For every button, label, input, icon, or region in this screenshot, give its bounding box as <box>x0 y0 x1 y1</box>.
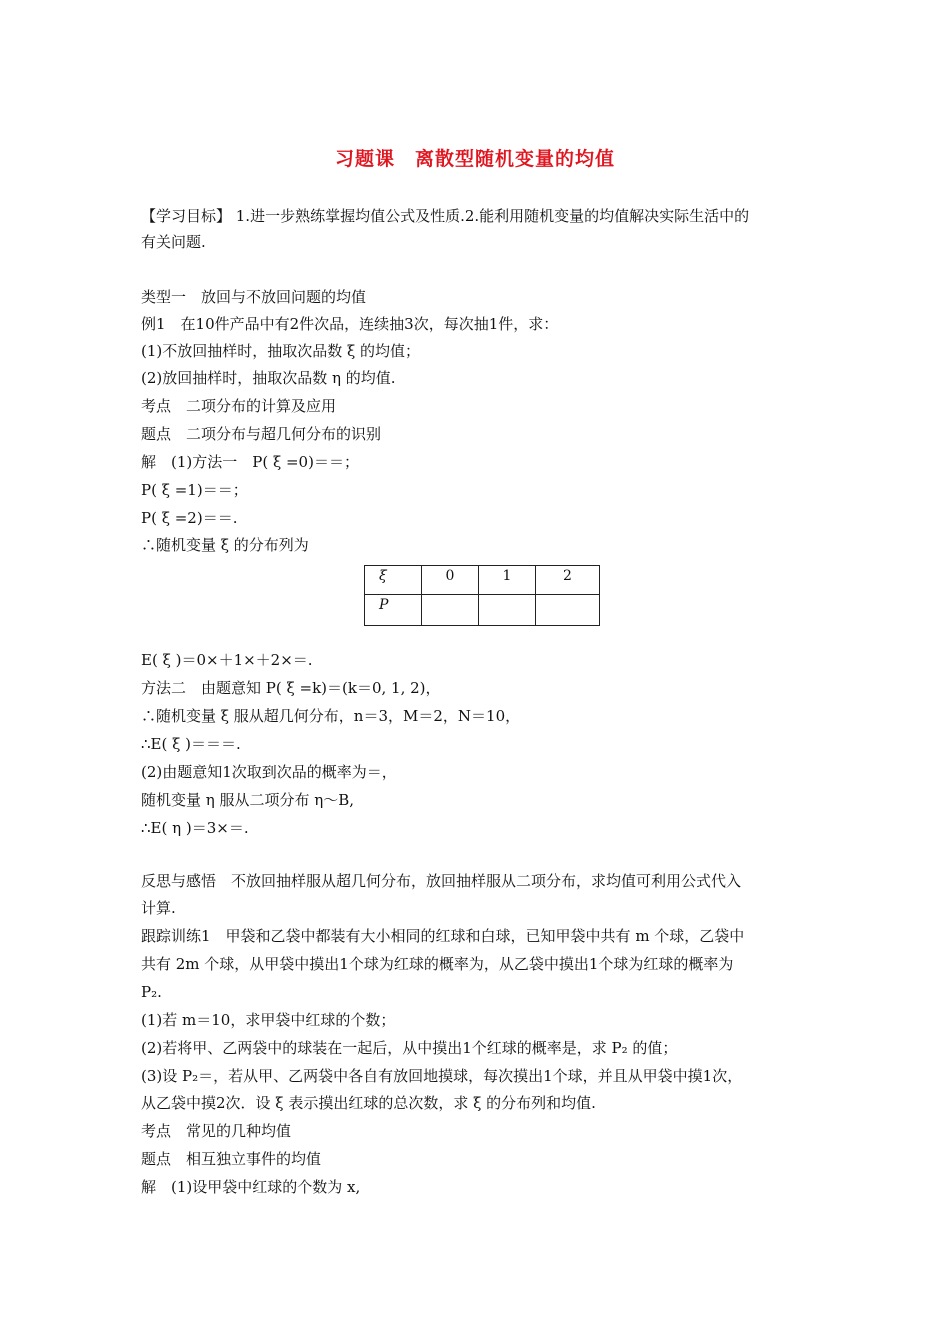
table-cell: 0 <box>422 566 479 595</box>
learning-goals-line-1: 【学习目标】 1.进一步熟练掌握均值公式及性质.2.能利用随机变量的均值解决实际生活中的 <box>141 207 750 225</box>
practice-1-part-2: (2)若将甲、乙两袋中的球装在一起后，从中摸出1个红球的概率是，求 P₂ 的值； <box>141 1039 678 1057</box>
practice-1-line-1: 跟踪训练1 甲袋和乙袋中都装有大小相同的红球和白球，已知甲袋中共有 m 个球，乙袋中 <box>141 927 745 945</box>
solution-line-8: ∴E( ξ )＝＝＝. <box>141 735 241 753</box>
question-point-2: 题点 相互独立事件的均值 <box>141 1150 322 1168</box>
solution-line-1: 解 (1)方法一 P( ξ =0)＝＝； <box>141 453 359 471</box>
table-cell: 1 <box>479 566 536 595</box>
page-title: 习题课 离散型随机变量的均值 <box>334 148 615 170</box>
distribution-table <box>364 565 600 626</box>
knowledge-point-2: 考点 常见的几种均值 <box>141 1122 292 1140</box>
table-row <box>365 595 600 626</box>
solution-line-4: ∴随机变量 ξ 的分布列为 <box>141 536 309 554</box>
solution-line-7: ∴随机变量 ξ 服从超几何分布，n＝3，M＝2，N＝10， <box>141 707 521 725</box>
table-row <box>365 566 600 595</box>
example-1-part-1: (1)不放回抽样时，抽取次品数 ξ 的均值； <box>141 342 421 360</box>
reflection-line-1: 反思与感悟 不放回抽样服从超几何分布，放回抽样服从二项分布，求均值可利用公式代入 <box>141 872 742 890</box>
learning-goals-line-2: 有关问题. <box>141 233 206 251</box>
table-cell: P <box>365 595 422 626</box>
type-one-heading: 类型一 放回与不放回问题的均值 <box>141 288 367 306</box>
solution-line-10: 随机变量 η 服从二项分布 η～B, <box>141 791 355 809</box>
solution-line-6: 方法二 由题意知 P( ξ =k)＝(k＝0, 1, 2)， <box>141 679 441 697</box>
solution-line-5: E( ξ )＝0×＋1×＋2×＝. <box>141 651 313 669</box>
table-cell <box>479 595 536 626</box>
table-cell <box>422 595 479 626</box>
solution-2-line-1: 解 (1)设甲袋中红球的个数为 x, <box>141 1178 361 1196</box>
solution-line-11: ∴E( η )＝3×＝. <box>141 819 249 837</box>
example-1-statement: 例1 在10件产品中有2件次品，连续抽3次，每次抽1件，求： <box>141 315 559 333</box>
example-1-part-2: (2)放回抽样时，抽取次品数 η 的均值. <box>141 369 396 387</box>
solution-line-3: P( ξ =2)＝＝. <box>141 509 238 527</box>
practice-1-part-3-line-1: (3)设 P₂＝，若从甲、乙两袋中各自有放回地摸球，每次摸出1个球，并且从甲袋中摸1次， <box>141 1067 743 1085</box>
table-cell <box>536 595 600 626</box>
practice-1-part-1: (1)若 m＝10，求甲袋中红球的个数； <box>141 1011 396 1029</box>
question-point: 题点 二项分布与超几何分布的识别 <box>141 425 382 443</box>
practice-1-part-3-line-2: 从乙袋中摸2次．设 ξ 表示摸出红球的总次数，求 ξ 的分布列和均值. <box>141 1094 596 1112</box>
table-cell: ξ <box>365 566 422 595</box>
knowledge-point: 考点 二项分布的计算及应用 <box>141 397 337 415</box>
solution-line-2: P( ξ =1)＝＝； <box>141 481 248 499</box>
reflection-line-2: 计算. <box>141 899 176 917</box>
table-cell: 2 <box>536 566 600 595</box>
solution-line-9: (2)由题意知1次取到次品的概率为＝， <box>141 763 397 781</box>
practice-1-line-3: P₂. <box>141 983 162 1001</box>
practice-1-line-2: 共有 2m 个球，从甲袋中摸出1个球为红球的概率为，从乙袋中摸出1个球为红球的概率为 <box>141 955 734 973</box>
